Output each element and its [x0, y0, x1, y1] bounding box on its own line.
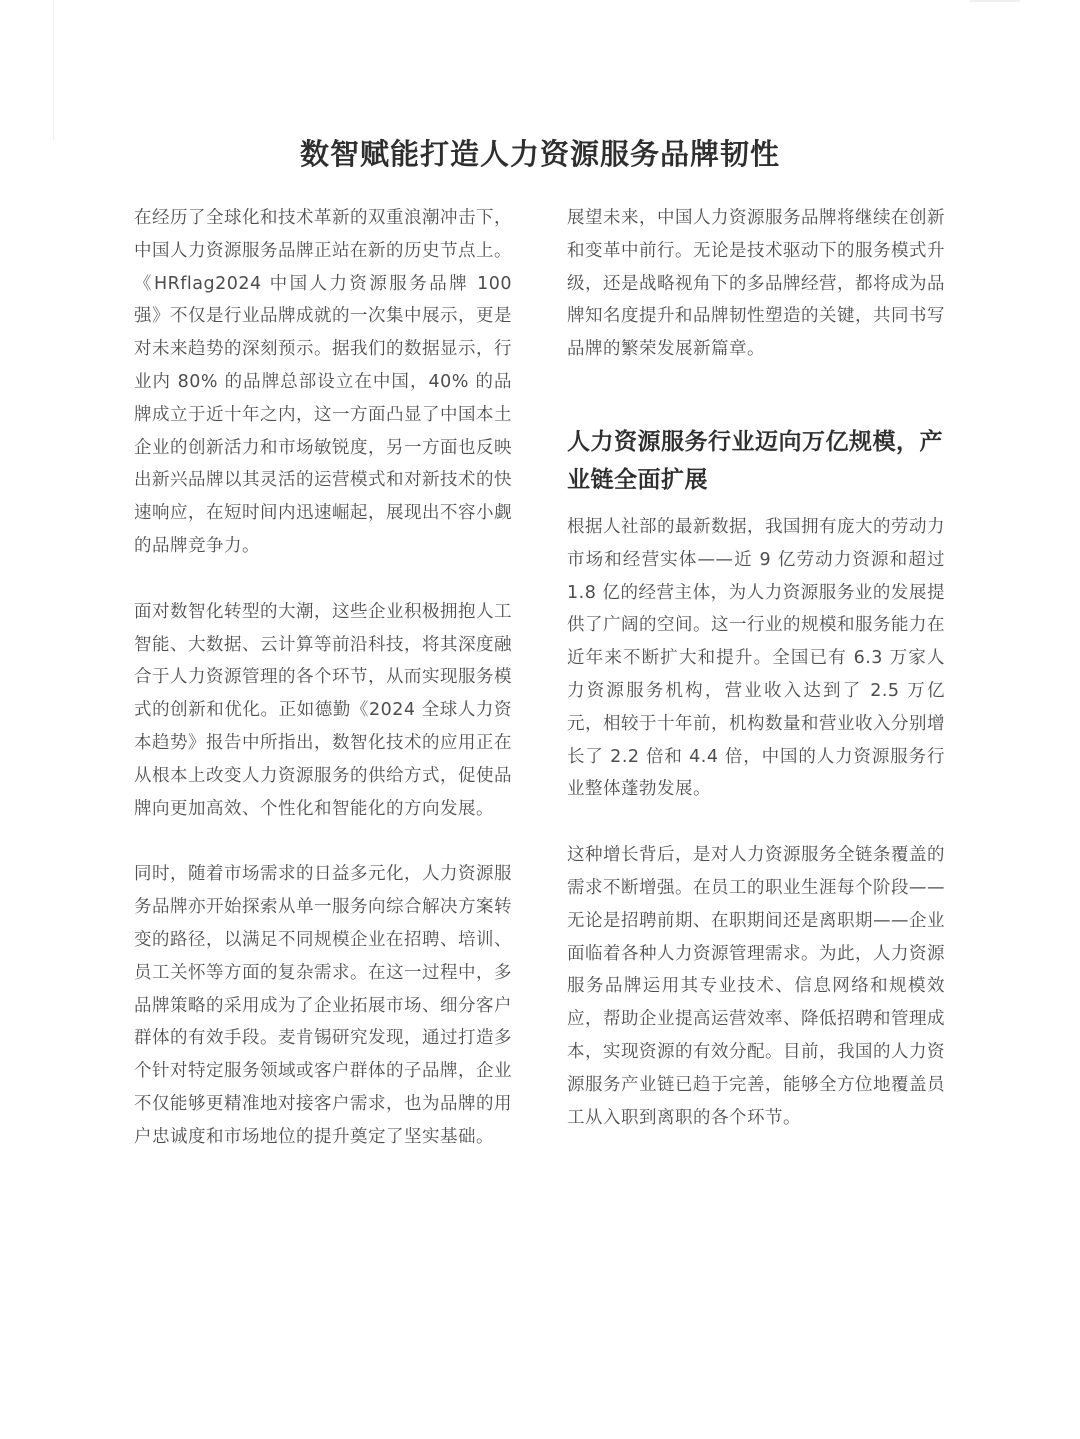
page-edge-line	[53, 0, 54, 140]
article-title: 数智赋能打造人力资源服务品牌韧性	[299, 137, 780, 171]
paragraph: 展望未来，中国人力资源服务品牌将继续在创新和变革中前行。无论是技术驱动下的服务模式升级，还是战略视角下的多品牌经营，都将成为品牌知名度提升和品牌韧性塑造的关键，共同书写品牌的繁荣发展新篇章。	[567, 208, 945, 360]
left-column	[134, 202, 512, 1187]
paragraph: 这种增长背后，是对人力资源服务全链条覆盖的需求不断增强。在员工的职业生涯每个阶段——无论是招聘前期、在职期间还是离职期——企业面临着各种人力资源管理需求。为此，人力资源服务品牌运用其专业技术、信息网络和规模效应，帮助企业提高运营效率、降低招聘和管理成本，实现资源的有效分配。目前，我国的人力资源服务产业链已趋于完善，能够全方位地覆盖员工从入职到离职的各个环节。	[567, 845, 945, 1128]
paragraph: 同时，随着市场需求的日益多元化，人力资源服务品牌亦开始探索从单一服务向综合解决方案转变的路径，以满足不同规模企业在招聘、培训、员工关怀等方面的复杂需求。在这一过程中，多品牌策略的采用成为了企业拓展市场、细分客户群体的有效手段。麦肯锡研究发现，通过打造多个针对特定服务领域或客户群体的子品牌，企业不仅能够更精准地对接客户需求，也为品牌的用户忠诚度和市场地位的提升奠定了坚实基础。	[134, 864, 512, 1147]
paragraph: 面对数智化转型的大潮，这些企业积极拥抱人工智能、大数据、云计算等前沿科技，将其深度融合于人力资源管理的各个环节，从而实现服务模式的创新和优化。正如德勤《2024 全球人力资本趋势》报告中所指出，数智化技术的应用正在从根本上改变人力资源服务的供给方式，促使品牌向更加高效、个性化和智能化的方向发展。	[134, 601, 512, 819]
section-heading: 人力资源服务行业迈向万亿规模，产业链全面扩展	[567, 428, 943, 493]
paragraph: 根据人社部的最新数据，我国拥有庞大的劳动力市场和经营实体——近 9 亿劳动力资源和超过 1.8 亿的经营主体，为人力资源服务业的发展提供了广阔的空间。这一行业的规模和服务能力在近年来不断扩大和提升。全国已有 6.3 万家人力资源服务机构，营业收入达到了 2.5 万亿元，相较于十年前，机构数量和营业收入分别增长了 2.2 倍和 4.4 倍，中国的人力资源服务行业整体蓬勃发展。	[567, 516, 945, 800]
page-edge-mark	[970, 0, 1020, 2]
right-column	[567, 202, 945, 1167]
paragraph: 在经历了全球化和技术革新的双重浪潮冲击下，中国人力资源服务品牌正站在新的历史节点上。《HRflag2024 中国人力资源服务品牌 100 强》不仅是行业品牌成就的一次集中展示，更是对未来趋势的深刻预示。据我们的数据显示，行业内 80% 的品牌总部设立在中国，40% 的品牌成立于近十年之内，这一方面凸显了中国本土企业的创新活力和市场敏锐度，另一方面也反映出新兴品牌以其灵活的运营模式和对新技术的快速响应，在短时间内迅速崛起，展现出不容小觑的品牌竞争力。	[134, 208, 512, 556]
